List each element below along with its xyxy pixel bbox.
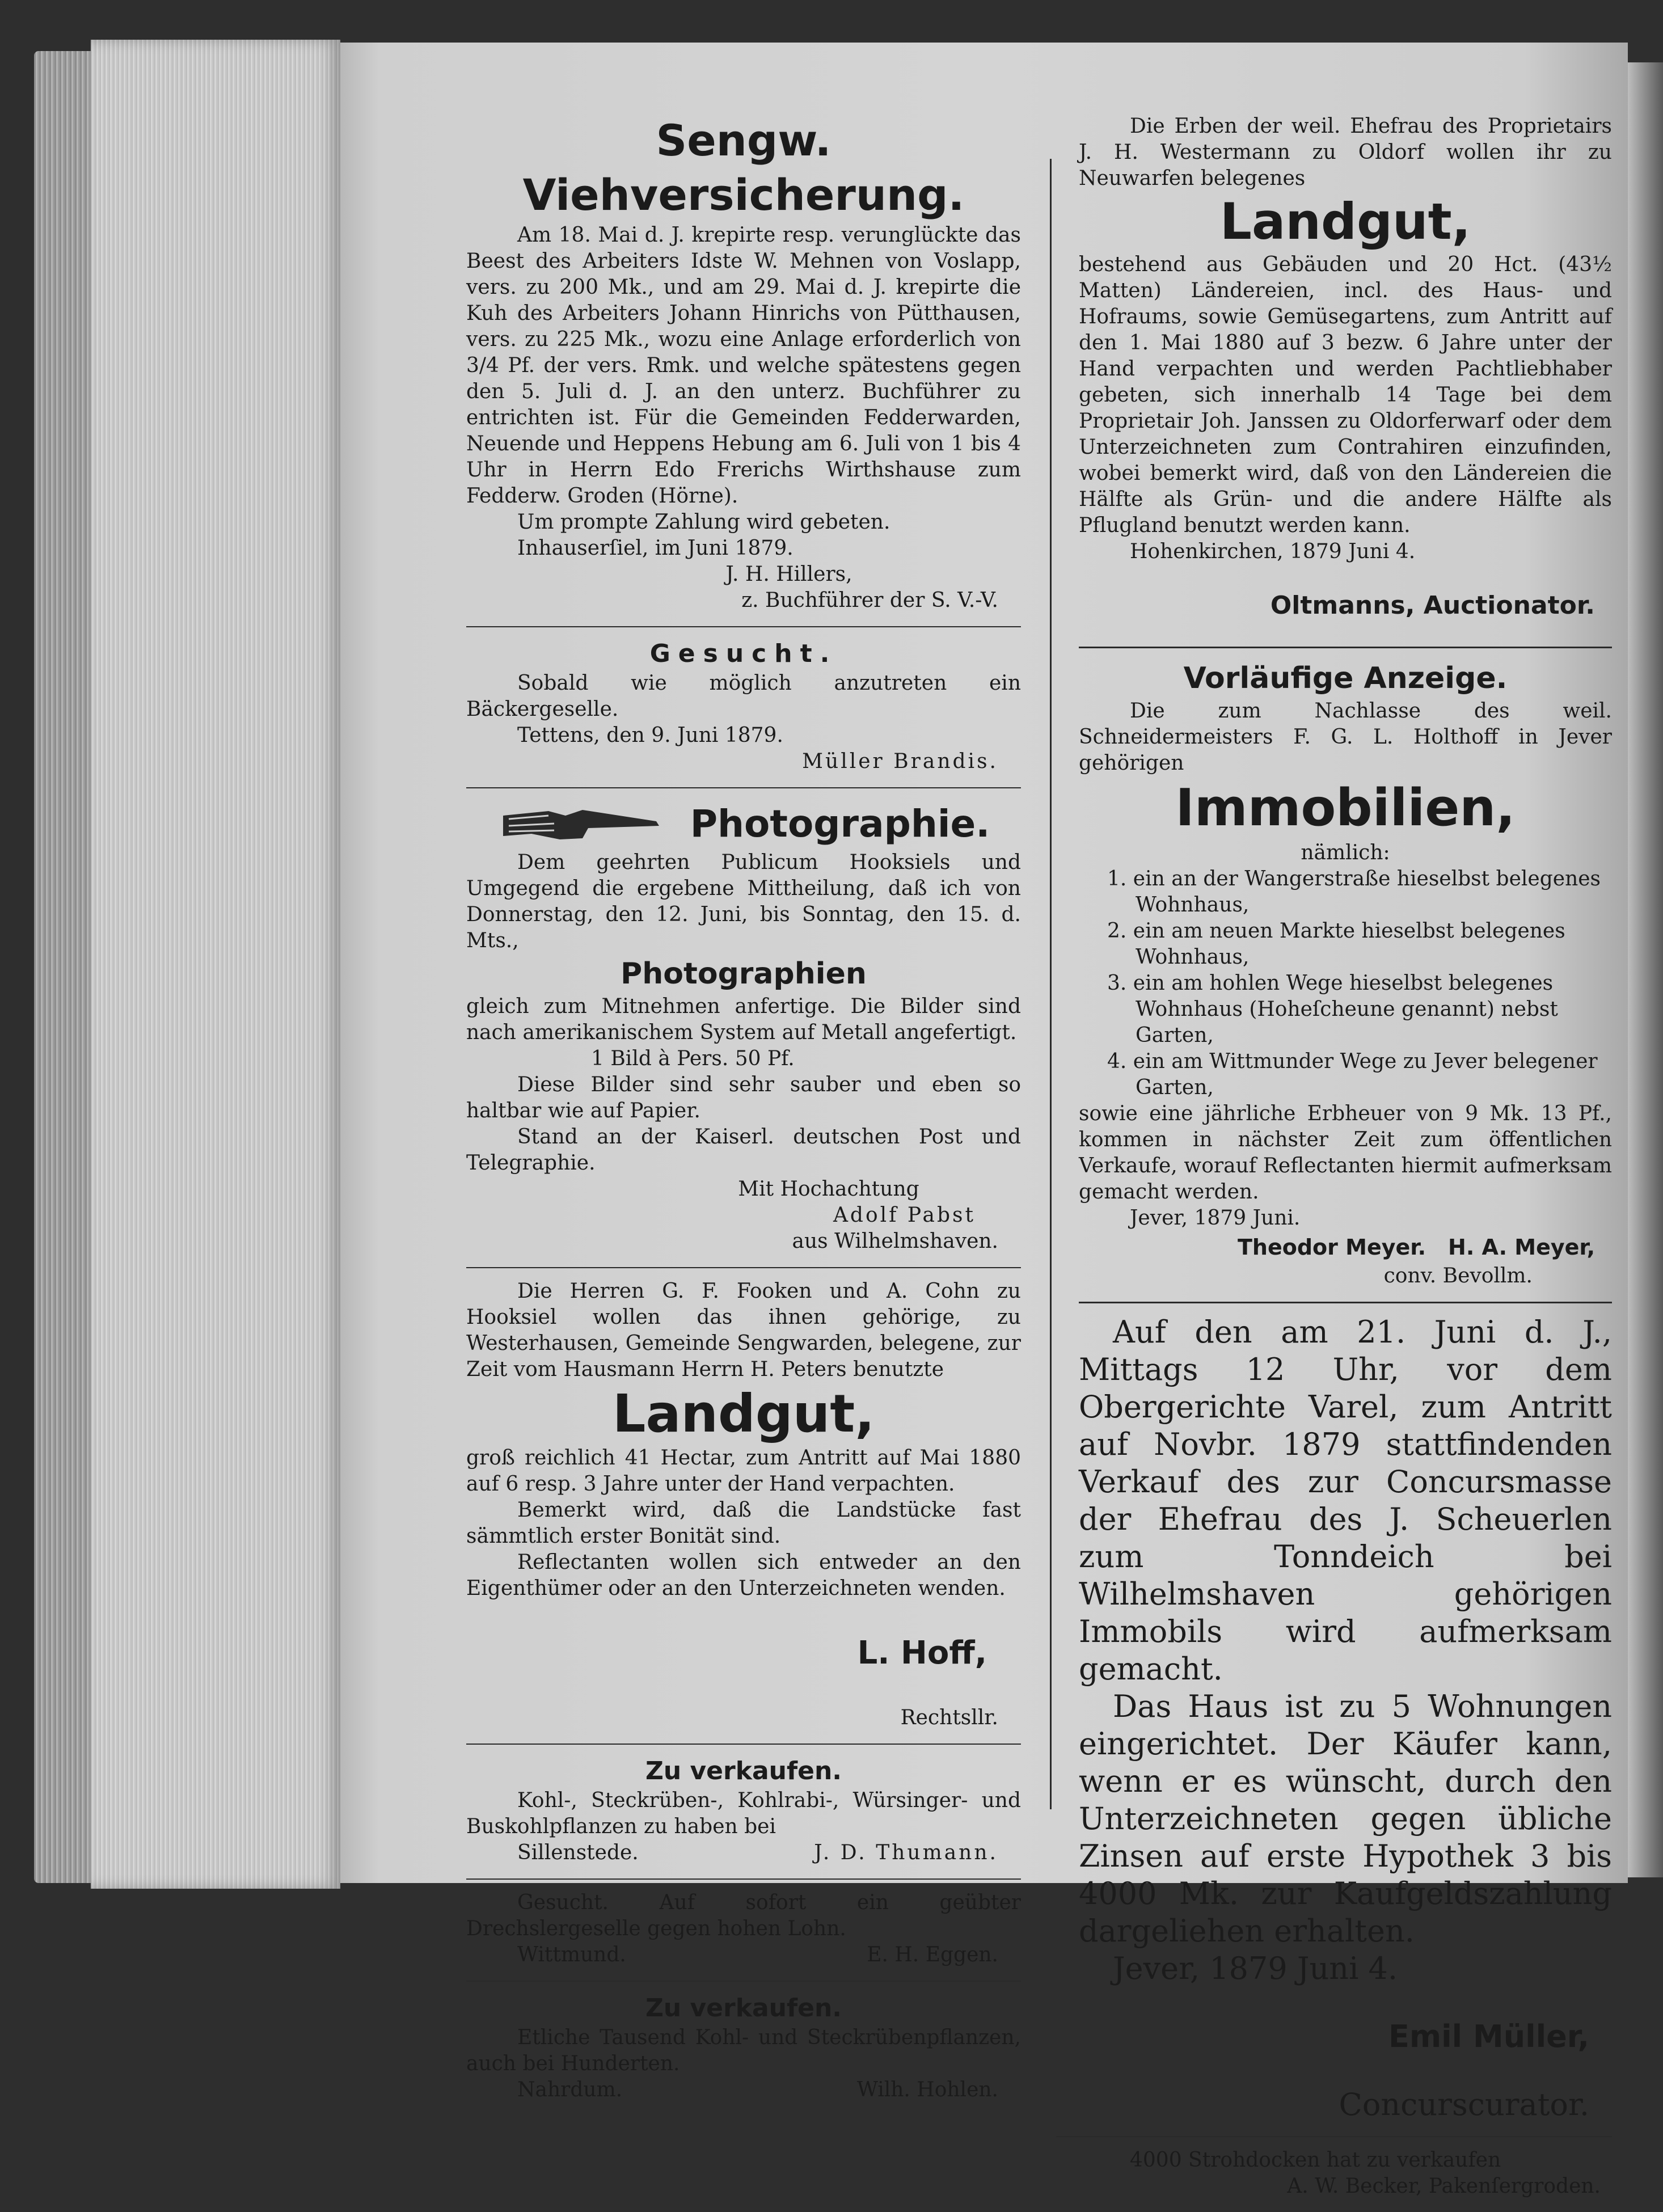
ad-signatures xyxy=(1079,1231,1612,1263)
ad-place: Sillenstede. xyxy=(517,1841,639,1864)
ad-signature: Emil Müller, xyxy=(1388,2019,1589,2054)
ad-footer xyxy=(466,1840,1021,1866)
ad-title: Photographie. xyxy=(690,802,990,846)
ad-place: Wittmund. xyxy=(517,1943,626,1966)
ad-signature: L. Hoff, xyxy=(857,1635,987,1671)
list-item: 4. ein am Wittmunder Wege zu Jever belegener Garten, xyxy=(1107,1050,1598,1099)
ad-body: Auf den am 21. Juni d. J., Mittags 12 Uhr, vor dem Obergerichte Varel, zum Antritt auf Novbr. 1879 stattfindenden Verkauf des zur Concursmasse der Ehefrau des J. Scheuerlen zum Tonndeich bei Wilhelmshaven gehörigen Immobils wird aufmerksam gemacht. xyxy=(1079,1314,1612,1687)
ad-signature: J. H. Hillers, xyxy=(725,563,852,586)
ad-signature: Adolf Pabst xyxy=(833,1204,976,1227)
ad-body: Sobald wie möglich anzutreten ein Bäckergeselle. xyxy=(466,672,1021,721)
ad-vorlaeufige-anzeige xyxy=(1079,658,1612,1289)
ad-gesucht-eggen xyxy=(466,1890,1021,1968)
ad-title: Vorläufige Anzeige. xyxy=(1183,661,1508,695)
divider-rule xyxy=(466,1981,1021,1982)
ad-title: Landgut, xyxy=(612,1383,875,1444)
ad-title: Landgut, xyxy=(1219,192,1471,251)
ad-title: Sengw. Viehversicherung. xyxy=(522,115,965,220)
divider-rule xyxy=(466,787,1021,788)
ad-landgut-hooksiel xyxy=(466,1278,1021,1731)
ad-body: Das Haus ist zu 5 Wohnungen eingerichtet. Der Käufer kann, wenn er es wünscht, durch den Unterzeichneten gegen übliche Zinsen auf erste Hypothek 3 bis 4000 Mk. zur Kaufgeldszahlung dargeliehen erhalten. xyxy=(1079,1688,1612,1949)
ad-body: Dem geehrten Publicum Hooksiels und Umgegend die ergebene Mittheilung, daß ich von Donnerstag, den 12. Juni, bis Sonntag, den 15. d. Mts., xyxy=(466,851,1021,952)
ad-body: Die Erben der weil. Ehefrau des Proprietairs J. H. Westermann zu Oldorf wollen ihr zu Neuwarfen belegenes xyxy=(1079,115,1612,190)
ad-signature: A. W. Becker, Pakenſergroden. xyxy=(1287,2175,1601,2198)
ad-body: Bemerkt wird, daß die Landstücke fast sämmtlich erster Bonität sind. xyxy=(466,1498,1021,1548)
ad-strohdocken xyxy=(1079,2147,1612,2200)
list-item: 3. ein am hohlen Wege hieselbst belegenes Wohnhaus (Hoheſcheune genannt) nebst Garten, xyxy=(1107,972,1558,1047)
ad-place-date: Jever, 1879 Juni 4. xyxy=(1113,1951,1398,1986)
ad-body: Die Herren G. F. Fooken und A. Cohn zu Hooksiel wollen das ihnen gehörige, zu Westerhausen, Gemeinde Sengwarden, belegene, zur Zeit vom Hausmann Herrn H. Peters benutzte xyxy=(466,1280,1021,1381)
ad-signature-role: Rechtsllr. xyxy=(900,1706,998,1729)
ad-subtitle: Photographien xyxy=(621,957,867,991)
ad-subtitle: Immobilien, xyxy=(1175,778,1516,838)
ad-price: 1 Bild à Pers. 50 Pf. xyxy=(591,1047,795,1070)
ad-title: Zu verkaufen. xyxy=(645,1757,842,1785)
ad-photographie xyxy=(466,799,1021,1255)
ad-signature-role: z. Buchführer der S. V.-V. xyxy=(741,589,998,612)
ad-concurs-scheuerlen xyxy=(1079,1314,1612,2124)
divider-rule xyxy=(466,1267,1021,1268)
ad-gesucht xyxy=(466,638,1021,775)
ad-body: Diese Bilder sind sehr sauber und eben so haltbar wie auf Papier. xyxy=(466,1073,1021,1122)
ad-naemlich: nämlich: xyxy=(1301,841,1390,864)
ad-greeting: Mit Hochachtung xyxy=(738,1177,919,1201)
ad-landgut-oldorf xyxy=(1079,113,1612,622)
ad-body: groß reichlich 41 Hectar, zum Antritt auf Mai 1880 auf 6 resp. 3 Jahre unter der Hand verpachten. xyxy=(466,1446,1021,1496)
divider-rule xyxy=(1079,1302,1612,1303)
ad-body: 4000 Strohdocken hat zu verkaufen xyxy=(1130,2148,1501,2172)
ad-zu-verkaufen-thumann xyxy=(466,1755,1021,1866)
ad-body: sowie eine jährliche Erbheuer von 9 Mk. 13 Pf., kommen in nächster Zeit zum öffentlichen Verkaufe, worauf Reflectanten hiermit aufmerksam gemacht werden. xyxy=(1079,1102,1612,1204)
ad-title: Gesucht. xyxy=(649,639,838,668)
ad-signature-role: Concurscurator. xyxy=(1339,2087,1589,2122)
ad-line: Um prompte Zahlung wird gebeten. xyxy=(517,510,890,534)
ad-place-date: Hohenkirchen, 1879 Juni 4. xyxy=(1130,540,1416,563)
ad-signature: Theodor Meyer. xyxy=(1238,1235,1426,1260)
photo-heading-row xyxy=(466,799,1021,850)
ad-place: Nahrdum. xyxy=(517,2078,623,2101)
ad-footer xyxy=(466,1942,1021,1968)
divider-rule xyxy=(466,626,1021,627)
ad-body: Am 18. Mai d. J. krepirte resp. verunglückte das Beest des Arbeiters Idste W. Mehnen von Voslapp, vers. zu 200 Mk., und am 29. Mai d. J. krepirte die Kuh des Arbeiters Johann Hinrichs von Pütthausen, vers. zu 225 Mk., wozu eine Anlage erforderlich von 3/4 Pf. der vers. Rmk. und welche spätestens gegen den 5. Juli d. J. an den unterz. Buchführer zu entrichten ist. Für die Gemeinden Fedderwarden, Neuende und Heppens Hebung am 6. Juli von 1 bis 4 Uhr in Herrn Edo Frerichs Wirthshause zum Fedderw. Groden (Hörne). xyxy=(466,223,1021,508)
list-item: 2. ein am neuen Markte hieselbst belegenes Wohnhaus, xyxy=(1107,919,1565,969)
ad-place-date: Jever, 1879 Juni. xyxy=(1130,1206,1301,1230)
ad-signature: J. D. Thumann. xyxy=(814,1841,998,1864)
ad-body: Stand an der Kaiserl. deutschen Post und Telegraphie. xyxy=(466,1125,1021,1175)
ad-signature: H. A. Meyer, xyxy=(1448,1235,1595,1260)
ad-zu-verkaufen-hohlen xyxy=(466,1992,1021,2103)
ad-signature: Wilh. Hohlen. xyxy=(856,2078,998,2101)
ad-signature: Müller Brandis. xyxy=(802,750,998,773)
page-stack xyxy=(91,40,340,1889)
right-page-edge xyxy=(1628,62,1663,1877)
divider-rule xyxy=(1056,2136,1612,2137)
column-divider xyxy=(1050,159,1052,1809)
ad-place-date: Tettens, den 9. Juni 1879. xyxy=(517,724,783,747)
ad-body: Kohl-, Steckrüben-, Kohlrabi-, Würsinger- und Buskohlpflanzen zu haben bei xyxy=(466,1789,1021,1838)
ad-body: gleich zum Mitnehmen anfertige. Die Bilder sind nach amerikanischem System auf Metall angefertigt. xyxy=(466,995,1021,1044)
ad-title: Zu verkaufen. xyxy=(645,1994,842,2023)
divider-rule xyxy=(1079,647,1612,648)
ad-footer xyxy=(466,2077,1021,2103)
ad-body: Gesucht. Auf sofort ein geübter Drechslergeselle gegen hohen Lohn. xyxy=(466,1891,1021,1940)
ad-signature: E. H. Eggen. xyxy=(867,1943,998,1966)
list-item: 1. ein an der Wangerstraße hieselbst belegenes Wohnhaus, xyxy=(1107,867,1601,917)
ad-signature-role: conv. Bevollm. xyxy=(1383,1264,1533,1287)
divider-rule xyxy=(466,1878,1021,1880)
pointing-hand-icon xyxy=(497,799,668,850)
ad-body: Die zum Nachlasse des weil. Schneidermeisters F. G. L. Holthoff in Jever gehörigen xyxy=(1079,699,1612,775)
ad-signature: Oltmanns, Auctionator. xyxy=(1270,591,1595,620)
ad-viehversicherung xyxy=(466,113,1021,614)
ad-body: Etliche Tausend Kohl- und Steckrübenpflanzen, auch bei Hunderten. xyxy=(466,2026,1021,2075)
ad-signature-place: aus Wilhelmshaven. xyxy=(792,1230,998,1253)
divider-rule xyxy=(466,1744,1021,1745)
right-column xyxy=(1079,113,1612,2212)
ad-body: Reflectanten wollen sich entweder an den Eigenthümer oder an den Unterzeichneten wenden. xyxy=(466,1551,1021,1600)
ad-place-date: Inhauserſiel, im Juni 1879. xyxy=(517,537,793,560)
left-column xyxy=(466,113,1021,2116)
ad-body: bestehend aus Gebäuden und 20 Hct. (43½ Matten) Ländereien, incl. des Haus- und Hofraums, sowie Gemüsegartens, zum Antritt auf den 1. Mai 1880 auf 3 bezw. 6 Jahre unter der Hand verpachten und werden Pachtliebhaber gebeten, sich innerhalb 14 Tage bei dem Proprietair Joh. Janssen zu Oldorferwarf oder dem Unterzeichneten zum Contrahiren einzufinden, wobei bemerkt wird, daß von den Ländereien die Hälfte als Grün- und die andere Hälfte als Pflugland benutzt werden kann. xyxy=(1079,253,1612,537)
